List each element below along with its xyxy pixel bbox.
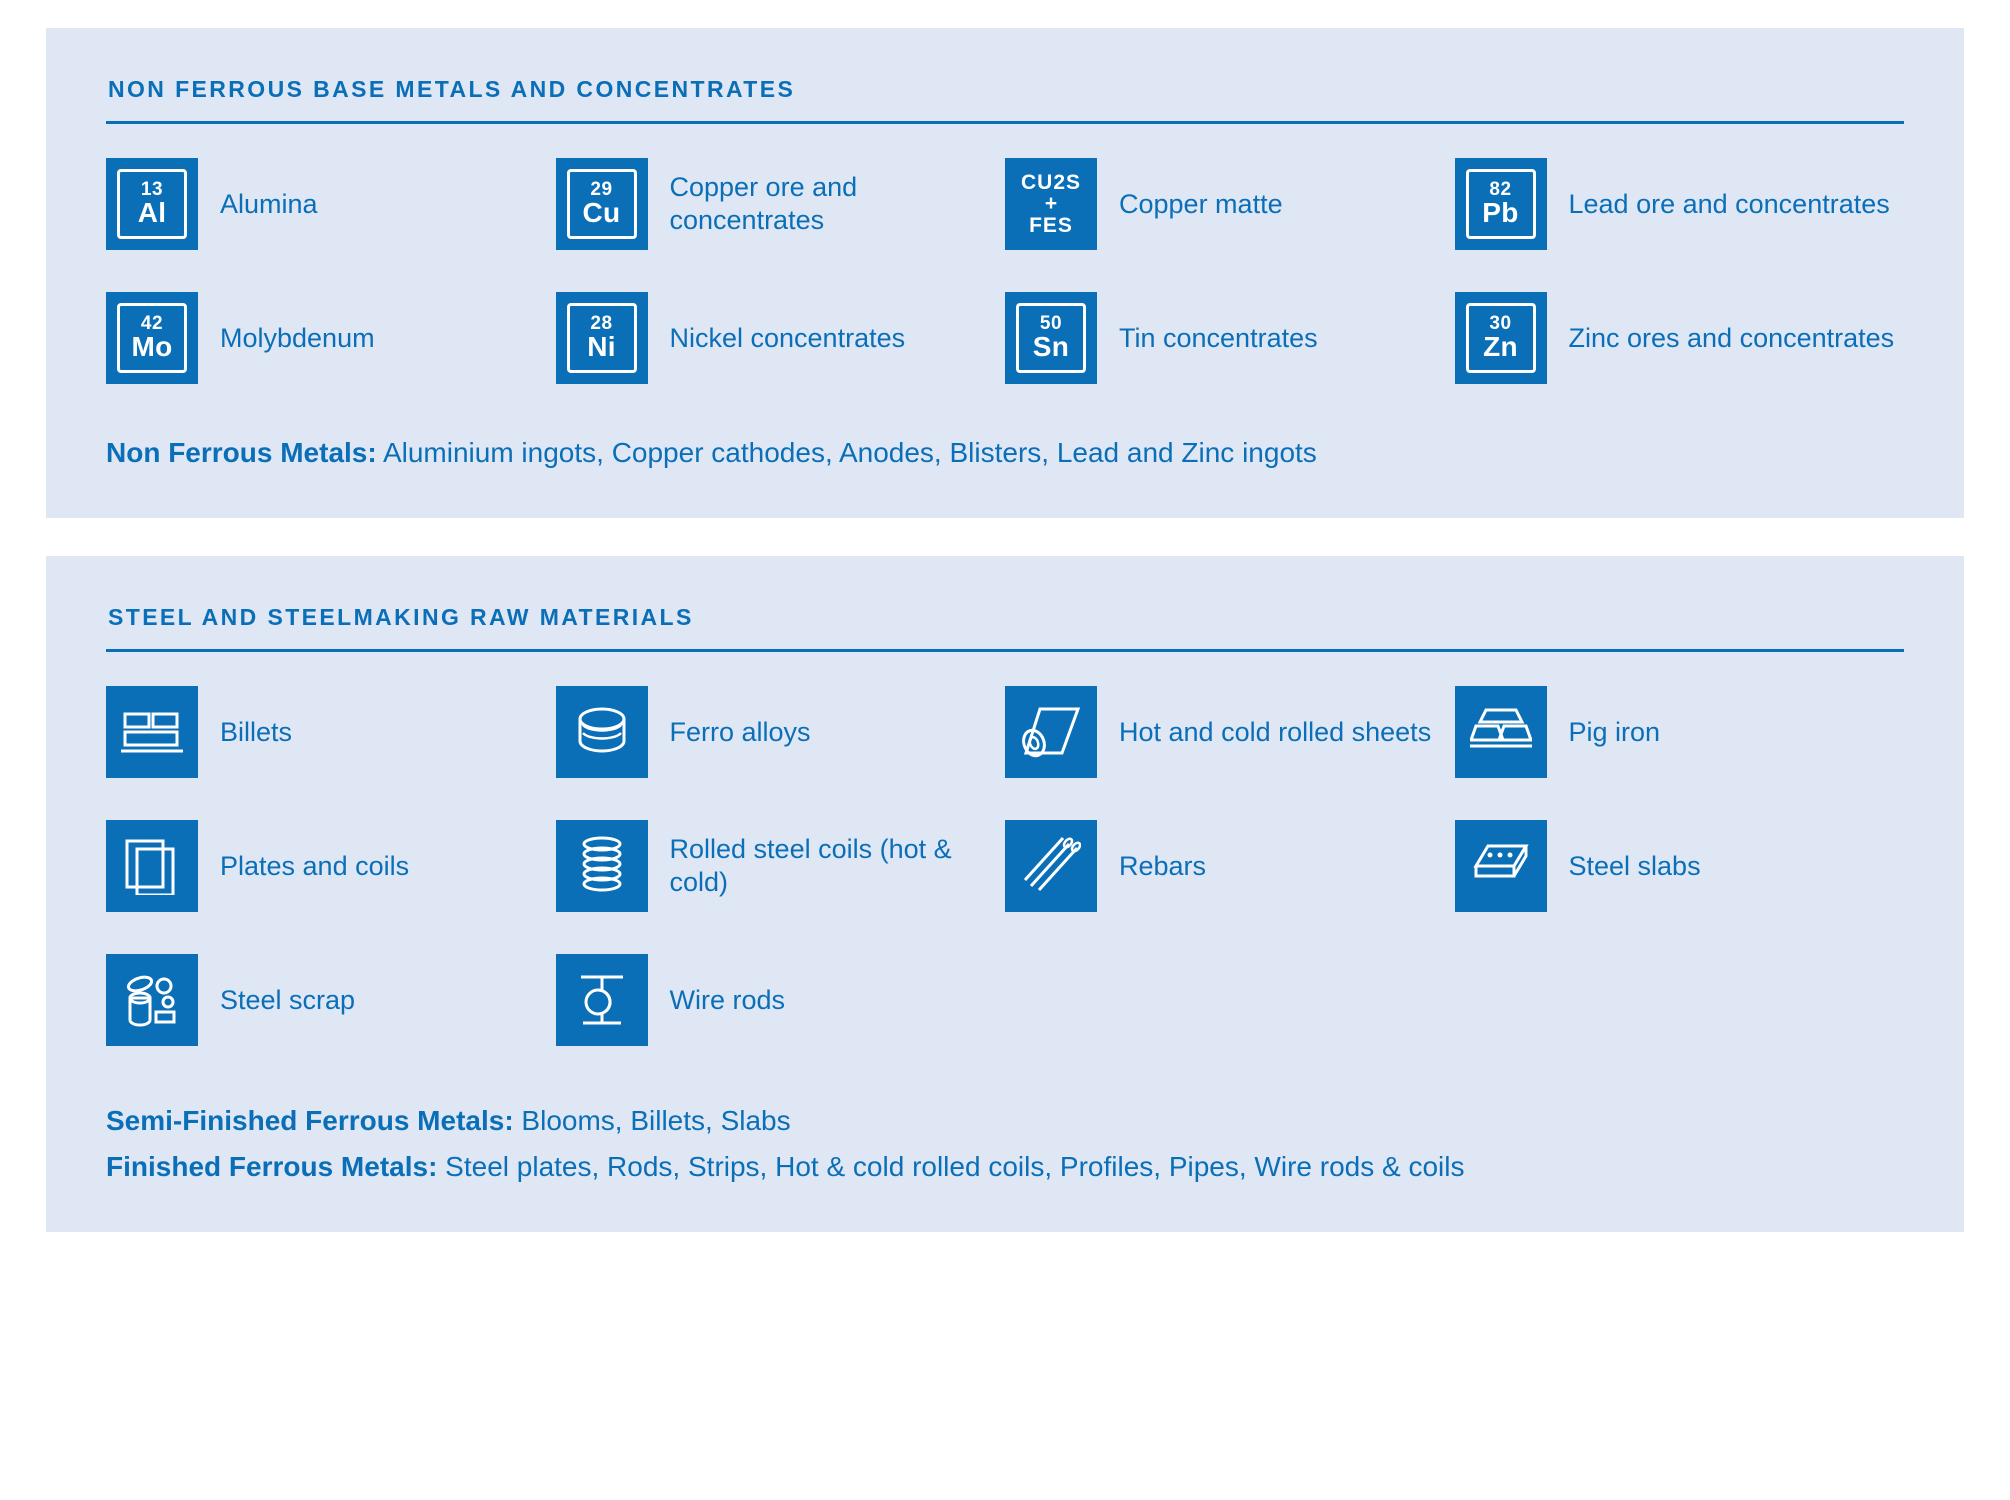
element-number: 50 xyxy=(1039,313,1063,335)
list-item xyxy=(1455,158,1905,250)
steel-scrap-icon xyxy=(106,954,198,1046)
item-label: Plates and coils xyxy=(220,850,410,881)
element-lead-icon xyxy=(1455,158,1547,250)
element-zinc-icon xyxy=(1455,292,1547,384)
list-item xyxy=(1455,292,1905,384)
item-label: Copper matte xyxy=(1119,188,1283,219)
list-item xyxy=(1455,686,1905,778)
steel-item-grid xyxy=(106,686,1904,1046)
note-label: Finished Ferrous Metals: xyxy=(106,1151,438,1182)
list-item xyxy=(106,292,556,384)
panel-non-ferrous xyxy=(46,28,1964,518)
item-label: Tin concentrates xyxy=(1119,322,1318,353)
item-label: Steel scrap xyxy=(220,984,356,1015)
element-symbol: Ni xyxy=(587,331,616,363)
list-item xyxy=(1005,686,1455,778)
item-label: Zinc ores and concentrates xyxy=(1568,322,1895,353)
element-symbol: Mo xyxy=(131,331,173,363)
rolled-sheets-icon xyxy=(1005,686,1097,778)
list-item xyxy=(106,158,556,250)
element-number: 28 xyxy=(590,313,613,335)
item-label: Rebars xyxy=(1119,850,1207,881)
panel-title-non-ferrous: NON FERROUS BASE METALS AND CONCENTRATES xyxy=(108,76,796,102)
element-symbol: Pb xyxy=(1482,197,1519,229)
rebars-icon xyxy=(1005,820,1097,912)
note-text: Aluminium ingots, Copper cathodes, Anodes, Blisters, Lead and Zinc ingots xyxy=(376,437,1317,468)
item-label: Nickel concentrates xyxy=(669,322,906,353)
item-label: Ferro alloys xyxy=(669,716,811,747)
element-copper-icon xyxy=(556,158,648,250)
list-item xyxy=(1455,820,1905,912)
element-symbol: Zn xyxy=(1483,331,1518,363)
item-label: Lead ore and concentrates xyxy=(1568,188,1890,219)
list-item xyxy=(106,820,556,912)
list-item xyxy=(106,686,556,778)
list-item xyxy=(1005,158,1455,250)
title-divider xyxy=(106,649,1904,652)
element-number: 13 xyxy=(140,179,164,201)
element-tin-icon xyxy=(1005,292,1097,384)
item-label: Wire rods xyxy=(669,984,786,1015)
item-label: Steel slabs xyxy=(1568,850,1701,881)
rolled-steel-coils-icon xyxy=(556,820,648,912)
item-label: Rolled steel coils (hot & cold) xyxy=(669,834,952,897)
item-label: Hot and cold rolled sheets xyxy=(1119,716,1432,747)
non-ferrous-item-grid xyxy=(106,158,1904,384)
finished-note xyxy=(106,1146,1904,1188)
list-item xyxy=(556,292,1006,384)
list-item xyxy=(1005,820,1455,912)
item-label: Molybdenum xyxy=(220,322,375,353)
ferro-alloys-icon xyxy=(556,686,648,778)
note-label: Semi-Finished Ferrous Metals: xyxy=(106,1105,514,1136)
non-ferrous-metals-note xyxy=(106,432,1904,474)
note-label: Non Ferrous Metals: xyxy=(106,437,377,468)
item-label: Alumina xyxy=(220,188,318,219)
element-symbol: Al xyxy=(137,197,167,229)
compound-line-3: FES xyxy=(1029,213,1073,237)
steel-slabs-icon xyxy=(1455,820,1547,912)
plates-and-coils-icon xyxy=(106,820,198,912)
item-label: Pig iron xyxy=(1568,716,1661,747)
panel-title-steel: STEEL AND STEELMAKING RAW MATERIALS xyxy=(108,604,694,630)
element-nickel-icon xyxy=(556,292,648,384)
compound-line-1: CU2S xyxy=(1020,170,1082,194)
element-molybdenum-icon xyxy=(106,292,198,384)
list-item xyxy=(1005,292,1455,384)
element-aluminium-icon xyxy=(106,158,198,250)
item-label: Billets xyxy=(220,716,293,747)
element-number: 30 xyxy=(1489,313,1512,335)
pig-iron-icon xyxy=(1455,686,1547,778)
compound-line-2: + xyxy=(1044,192,1058,216)
item-label: Copper ore and concentrates xyxy=(669,172,858,235)
element-number: 82 xyxy=(1489,179,1512,201)
title-divider xyxy=(106,121,1904,124)
list-item xyxy=(556,158,1006,250)
element-symbol: Cu xyxy=(582,197,621,229)
compound-copper-matte-icon xyxy=(1005,158,1097,250)
list-item xyxy=(556,954,1006,1046)
billets-icon xyxy=(106,686,198,778)
element-number: 29 xyxy=(590,179,613,201)
list-item xyxy=(556,686,1006,778)
wire-rods-icon xyxy=(556,954,648,1046)
element-symbol: Sn xyxy=(1032,331,1070,363)
note-text: Steel plates, Rods, Strips, Hot & cold rolled coils, Profiles, Pipes, Wire rods & coils xyxy=(437,1151,1465,1182)
panel-steel xyxy=(46,556,1964,1232)
list-item xyxy=(556,820,1006,912)
note-text: Blooms, Billets, Slabs xyxy=(513,1105,791,1136)
semi-finished-note xyxy=(106,1100,1904,1142)
list-item xyxy=(106,954,556,1046)
element-number: 42 xyxy=(140,313,164,335)
steel-notes xyxy=(106,1100,1904,1188)
